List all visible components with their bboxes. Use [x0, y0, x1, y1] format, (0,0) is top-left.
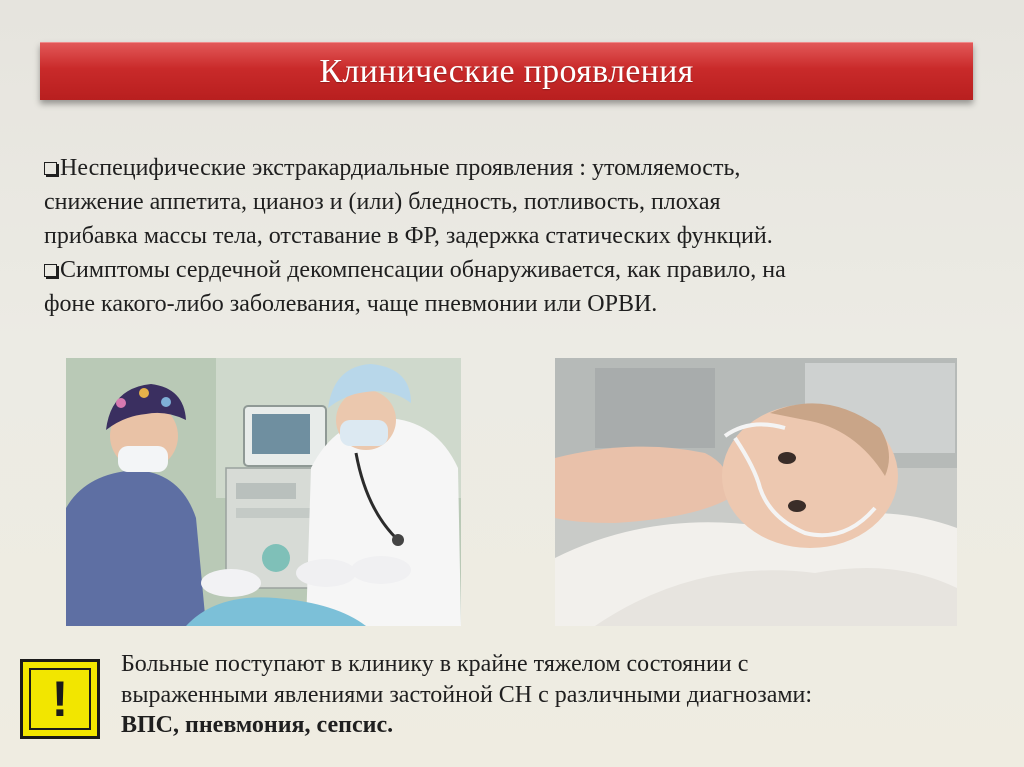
bullet-item-1	[44, 151, 964, 253]
bullet-item-2	[44, 253, 964, 321]
photo-medical-staff	[66, 358, 461, 626]
checkbox-bullet-icon	[44, 162, 57, 175]
exclamation-icon: !	[29, 668, 91, 730]
bullet-list	[44, 151, 964, 321]
note-diagnoses: ВПС, пневмония, сепсис.	[121, 712, 394, 738]
bullet-2-line-1: Симптомы сердечной декомпенсации обнаруживается, как правило, на	[60, 257, 786, 283]
clinical-note	[121, 649, 981, 741]
title-bar	[40, 42, 973, 100]
bullet-1-line-2: снижение аппетита, цианоз и (или) бледность, потливость, плохая	[44, 189, 721, 215]
photo-infant	[555, 358, 957, 626]
bullet-2-line-2: фоне какого-либо заболевания, чаще пневмонии или ОРВИ.	[44, 291, 658, 317]
warning-sign	[20, 659, 100, 739]
bullet-1-line-3: прибавка массы тела, отставание в ФР, задержка статических функций.	[44, 223, 773, 249]
checkbox-bullet-icon	[44, 264, 57, 277]
bullet-1-line-1: Неспецифические экстракардиальные проявления : утомляемость,	[60, 155, 741, 181]
note-line-2: выраженными явлениями застойной СН с различными диагнозами:	[121, 681, 813, 708]
note-line-1: Больные поступают в клинику в крайне тяжелом состоянии с	[121, 651, 749, 677]
slide-title: Клинические проявления	[319, 52, 694, 90]
